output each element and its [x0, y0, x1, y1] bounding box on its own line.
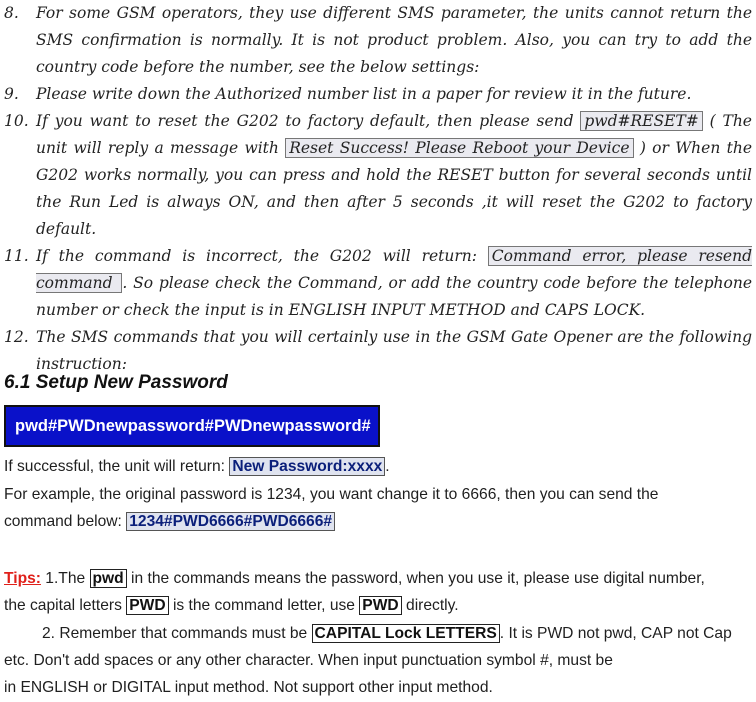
message-box: Reset Success! Please Reboot your Device — [285, 138, 633, 158]
command-bar: pwd#PWDnewpassword#PWDnewpassword# — [4, 405, 380, 447]
result-period: . — [385, 458, 390, 475]
text-run: ) or When the G202 works normally, you can press and hold the RESET button for several seconds until the Run Led is always ON, and then after 5 seconds ,it will reset the G202 to factory default. — [36, 139, 753, 238]
list-item-number: 8. — [4, 4, 19, 22]
tip1-box-PWD-1: PWD — [126, 596, 168, 615]
list-item-number: 9. — [4, 85, 19, 103]
tip1-text-b: in the commands means the password, when you use it, please use digital number, — [126, 570, 705, 587]
text-run: For some GSM operators, they use different SMS parameter, the units cannot return the SMS confirmation is normally. It is not product problem. Also, you can try to add the country code before the number, see the below settings: — [36, 4, 752, 76]
tip1-text-d: is the command letter, use — [168, 597, 360, 614]
tip1-text-c: the capital letters — [4, 597, 127, 614]
section-heading: 6.1 Setup New Password — [4, 372, 228, 393]
result-box: New Password:xxxx — [229, 457, 385, 476]
result-line — [4, 453, 754, 481]
list-item — [4, 0, 752, 81]
command-line — [4, 508, 754, 536]
list-item-text — [36, 324, 752, 378]
instruction-list — [4, 0, 752, 378]
list-item-text — [36, 108, 752, 243]
tips-label: Tips: — [4, 570, 41, 587]
list-item — [4, 81, 752, 108]
tip2-line1 — [4, 620, 754, 648]
tip2-line3: in ENGLISH or DIGITAL input method. Not support other input method. — [4, 679, 493, 696]
list-item — [4, 243, 752, 324]
list-item-text — [36, 243, 752, 324]
tip2-line2: etc. Don't add spaces or any other character. When input punctuation symbol #, must be — [4, 652, 613, 669]
list-item — [4, 108, 752, 243]
tip1-box-PWD-2: PWD — [359, 596, 401, 615]
tip2-box-caps: CAPITAL Lock LETTERS — [312, 624, 500, 643]
tip2-text-a: 2. Remember that commands must be — [42, 625, 312, 642]
text-run: If the command is incorrect, the G202 will return: — [36, 247, 488, 265]
text-run: If you want to reset the G202 to factory default, then please send — [36, 112, 581, 130]
message-box: Command error, please resend command — [36, 247, 752, 292]
list-item-number: 11. — [4, 247, 29, 265]
text-run: . So please check the Command, or add the country code before the telephone number or check the input is in ENGLISH INPUT METHOD and CAPS LOCK. — [36, 274, 752, 319]
tip1-text-e: directly. — [401, 597, 459, 614]
text-run: The SMS commands that you will certainly use in the GSM Gate Opener are the following instruction: — [36, 328, 752, 373]
tip1-text-a: 1.The — [40, 570, 90, 587]
tip2-text-b: . It is PWD not pwd, CAP not Cap — [499, 625, 732, 642]
tip1-line2 — [4, 592, 754, 620]
list-item-number: 10. — [4, 112, 29, 130]
command-box: 1234#PWD6666#PWD6666# — [126, 512, 335, 531]
tip1-box-pwd: pwd — [90, 569, 127, 588]
tip1-line1 — [4, 565, 754, 593]
text-run: ( The unit will reply a message with — [36, 112, 752, 157]
text-run: Please write down the Authorized number list in a paper for review it in the future. — [36, 85, 692, 103]
list-item — [4, 324, 752, 378]
list-item-text — [36, 81, 752, 108]
example-line: For example, the original password is 1234, you want change it to 6666, then you can send the — [4, 486, 659, 503]
result-text: If successful, the unit will return: — [4, 458, 230, 475]
command-text: command below: — [4, 513, 127, 530]
list-item-number: 12. — [4, 328, 29, 346]
list-item-text — [36, 0, 752, 81]
message-box: pwd#RESET# — [580, 111, 702, 131]
